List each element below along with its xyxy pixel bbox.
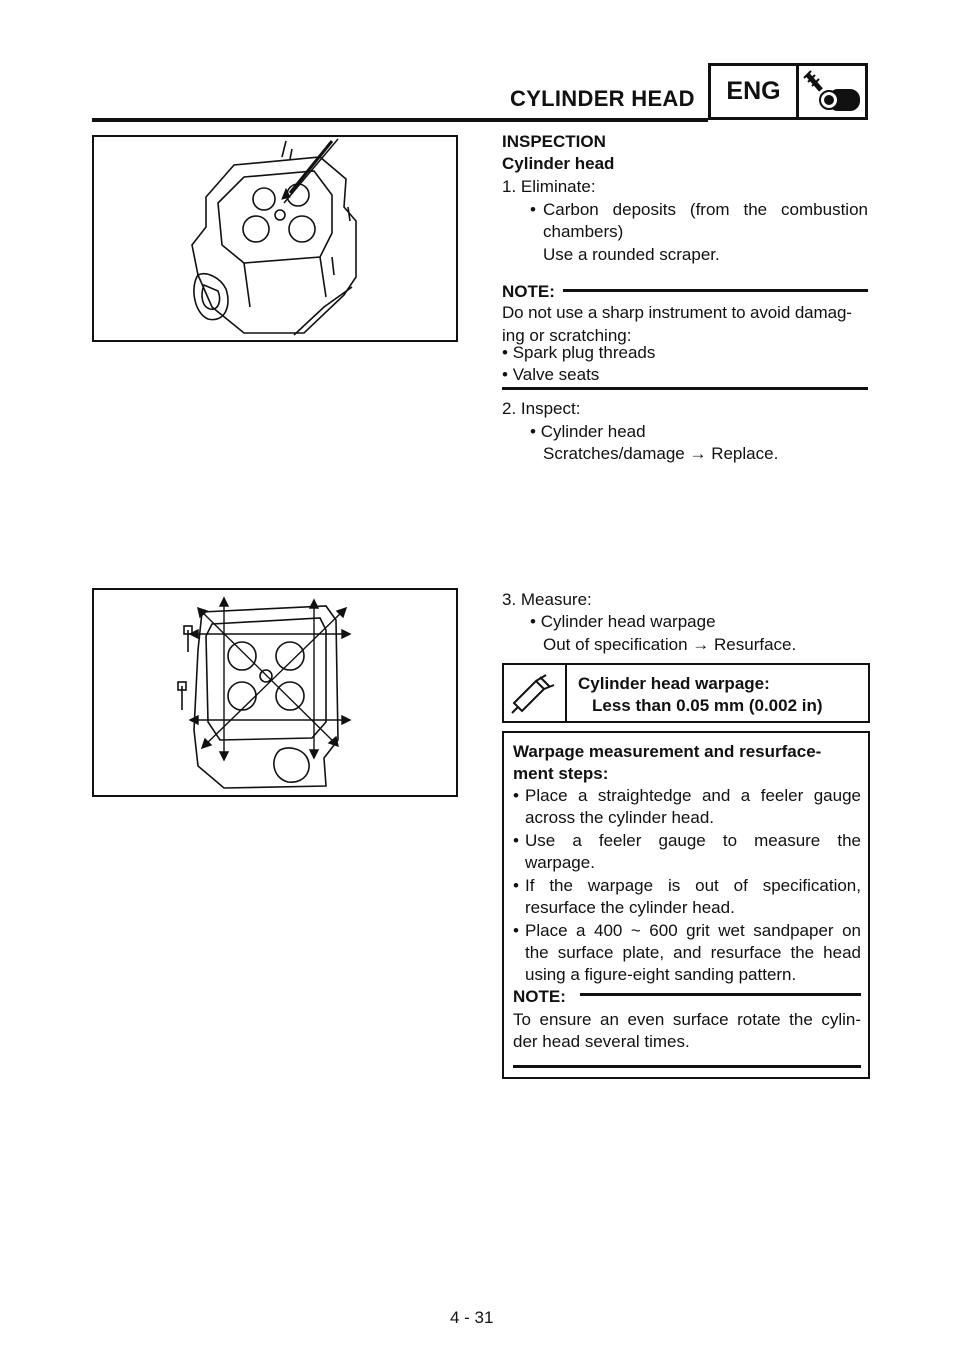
step3-bullet-text: Cylinder head warpage bbox=[540, 612, 716, 631]
spec-box bbox=[502, 663, 870, 723]
procedure-item-text: Place a straightedge and a feeler gauge bbox=[525, 786, 861, 805]
cylinder-head-subheading: Cylinder head bbox=[502, 154, 615, 173]
procedure-box bbox=[502, 731, 870, 1079]
step1-label: 1. Eliminate: bbox=[502, 177, 596, 196]
procedure-item-1 bbox=[513, 785, 861, 829]
step1-bullet bbox=[530, 199, 868, 221]
bullet-dot-icon: • bbox=[502, 343, 508, 362]
step1-instruction: Use a rounded scraper. bbox=[543, 245, 720, 264]
procedure-title-line2: ment steps: bbox=[513, 764, 609, 783]
procedure-item-3 bbox=[513, 875, 861, 919]
procedure-item-text: Use a feeler gauge to measure the bbox=[525, 831, 861, 850]
caliper-icon bbox=[510, 673, 560, 720]
step1-bullet-text: Carbon deposits (from the combustion bbox=[543, 200, 868, 219]
step2-result: Scratches/damage → Replace. bbox=[543, 444, 779, 463]
engine-piston-icon bbox=[799, 66, 865, 117]
note1-item-2 bbox=[502, 364, 599, 386]
eng-label: ENG bbox=[711, 66, 799, 117]
bullet-dot-icon: • bbox=[502, 365, 508, 384]
header-rule bbox=[92, 118, 708, 122]
procedure-item-text: If the warpage is out of specification, bbox=[525, 876, 861, 895]
bullet-dot-icon: • bbox=[513, 921, 519, 940]
section-title: CYLINDER HEAD bbox=[510, 86, 695, 111]
spec-label: Cylinder head warpage: bbox=[578, 674, 770, 693]
bullet-dot-icon: • bbox=[513, 876, 519, 895]
procedure-note-line2: der head several times. bbox=[513, 1032, 690, 1051]
procedure-title-line1: Warpage measurement and resurface- bbox=[513, 742, 822, 761]
procedure-note-line1: To ensure an even surface rotate the cylin- bbox=[513, 1010, 861, 1029]
procedure-item-text: the surface plate, and resurface the head bbox=[525, 943, 861, 962]
spec-divider bbox=[565, 665, 567, 721]
procedure-note-label: NOTE: bbox=[513, 987, 566, 1006]
bullet-dot-icon: • bbox=[530, 200, 536, 219]
procedure-item-2 bbox=[513, 830, 861, 874]
step2-bullet bbox=[530, 421, 646, 443]
spec-value: Less than 0.05 mm (0.002 in) bbox=[592, 696, 823, 715]
step1-bullet-cont: chambers) bbox=[543, 222, 624, 241]
note1-line2: ing or scratching: bbox=[502, 326, 632, 345]
inspection-heading: INSPECTION bbox=[502, 132, 606, 151]
note1-item-text: Spark plug threads bbox=[512, 343, 656, 362]
procedure-item-4 bbox=[513, 920, 861, 986]
step2-bullet-text: Cylinder head bbox=[540, 422, 646, 441]
note1-item-text: Valve seats bbox=[512, 365, 600, 384]
procedure-item-text: using a figure-eight sanding pattern. bbox=[525, 965, 797, 984]
figure-cylinder-head-scraping bbox=[92, 135, 458, 342]
step3-result: Out of specification → Resurface. bbox=[543, 635, 797, 654]
procedure-note-bottom-rule bbox=[513, 1065, 861, 1068]
page-number: 4 - 31 bbox=[450, 1308, 494, 1327]
procedure-item-text: Place a 400 ~ 600 grit wet sandpaper on bbox=[525, 921, 861, 940]
note1-bottom-rule bbox=[502, 387, 868, 390]
bullet-dot-icon: • bbox=[513, 786, 519, 805]
bullet-dot-icon: • bbox=[530, 612, 536, 631]
step2-label: 2. Inspect: bbox=[502, 399, 581, 418]
note1-item-1 bbox=[502, 342, 655, 364]
figure-warpage-measurement bbox=[92, 588, 458, 797]
step3-bullet bbox=[530, 611, 716, 633]
bullet-dot-icon: • bbox=[530, 422, 536, 441]
bullet-dot-icon: • bbox=[513, 831, 519, 850]
section-badge bbox=[708, 63, 868, 120]
step3-label: 3. Measure: bbox=[502, 590, 592, 609]
procedure-item-text: across the cylinder head. bbox=[525, 808, 714, 827]
procedure-item-text: warpage. bbox=[525, 853, 595, 872]
note1-top-rule bbox=[563, 289, 868, 292]
note1-label: NOTE: bbox=[502, 282, 555, 301]
note1-line1: Do not use a sharp instrument to avoid damag- bbox=[502, 303, 852, 322]
procedure-note-top-rule bbox=[580, 993, 861, 996]
procedure-item-text: resurface the cylinder head. bbox=[525, 898, 735, 917]
